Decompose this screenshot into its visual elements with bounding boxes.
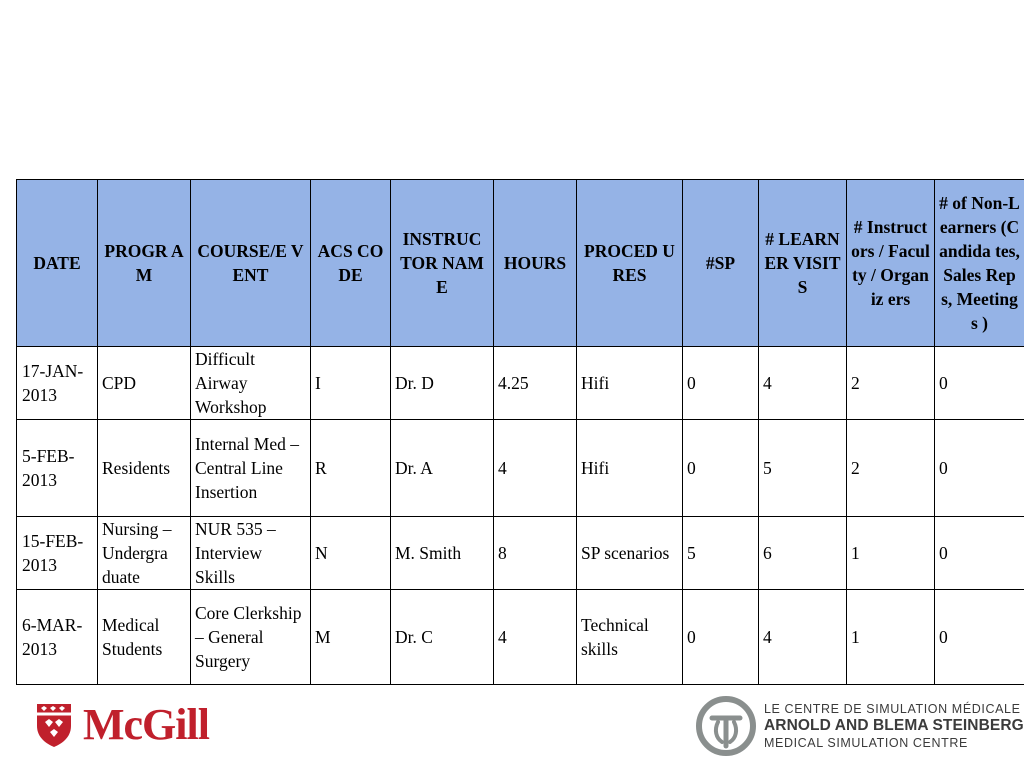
mcgill-wordmark: McGill (83, 700, 209, 749)
cell-sp: 0 (683, 347, 759, 420)
cell-hours: 4.25 (494, 347, 577, 420)
header-hours: HOURS (494, 180, 577, 347)
cell-course-event: NUR 535 – Interview Skills (191, 517, 311, 590)
cell-program: Residents (98, 420, 191, 517)
cell-learner-visits: 4 (759, 590, 847, 685)
footer-logos (0, 690, 1024, 768)
cell-hours: 4 (494, 420, 577, 517)
header-acs-code: ACS CODE (311, 180, 391, 347)
header-course-event: COURSE/E VENT (191, 180, 311, 347)
cell-course-event: Core Clerkship – General Surgery (191, 590, 311, 685)
cell-program: Medical Students (98, 590, 191, 685)
cell-program: CPD (98, 347, 191, 420)
header-date: DATE (17, 180, 98, 347)
cell-non-learners: 0 (935, 590, 1024, 685)
sim-centre-line-1: LE CENTRE DE SIMULATION MÉDICALE (764, 701, 1021, 716)
header-instructor-name: INSTRUC TOR NAME (391, 180, 494, 347)
cell-sp: 0 (683, 420, 759, 517)
mcgill-crest-icon (35, 702, 73, 748)
cell-learner-visits: 6 (759, 517, 847, 590)
cell-acs-code: I (311, 347, 391, 420)
cell-course-event: Internal Med – Central Line Insertion (191, 420, 311, 517)
cell-date: 15-FEB-2013 (17, 517, 98, 590)
header-procedures: PROCED URES (577, 180, 683, 347)
table-row (17, 517, 1024, 590)
cell-hours: 8 (494, 517, 577, 590)
cell-acs-code: R (311, 420, 391, 517)
cell-non-learners: 0 (935, 517, 1024, 590)
header-program: PROGR AM (98, 180, 191, 347)
cell-acs-code: N (311, 517, 391, 590)
cell-non-learners: 0 (935, 347, 1024, 420)
simulation-centre-logo-icon (696, 696, 756, 756)
cell-instructor: Dr. C (391, 590, 494, 685)
cell-date: 6-MAR-2013 (17, 590, 98, 685)
cell-instructor: Dr. D (391, 347, 494, 420)
simulation-centre-name (764, 703, 1024, 750)
sim-centre-line-2: ARNOLD AND BLEMA STEINBERG (764, 717, 1024, 735)
cell-sp: 5 (683, 517, 759, 590)
cell-acs-code: M (311, 590, 391, 685)
cell-program: Nursing – Undergra duate (98, 517, 191, 590)
cell-instructors: 2 (847, 347, 935, 420)
cell-date: 5-FEB-2013 (17, 420, 98, 517)
cell-date: 17-JAN-2013 (17, 347, 98, 420)
schedule-table (16, 179, 1024, 685)
cell-learner-visits: 5 (759, 420, 847, 517)
cell-learner-visits: 4 (759, 347, 847, 420)
header-learner-visits: # LEARN ER VISITS (759, 180, 847, 347)
cell-non-learners: 0 (935, 420, 1024, 517)
table-row (17, 347, 1024, 420)
cell-sp: 0 (683, 590, 759, 685)
cell-instructor: M. Smith (391, 517, 494, 590)
cell-instructor: Dr. A (391, 420, 494, 517)
cell-instructors: 2 (847, 420, 935, 517)
cell-course-event: Difficult Airway Workshop (191, 347, 311, 420)
header-sp-count: #SP (683, 180, 759, 347)
cell-instructors: 1 (847, 590, 935, 685)
header-instructors-faculty: # Instruct ors / Faculty / Organiz ers (847, 180, 935, 347)
cell-procedures: Technical skills (577, 590, 683, 685)
mcgill-logo (35, 700, 209, 750)
table-header-row (17, 180, 1024, 347)
table-row (17, 590, 1024, 685)
cell-hours: 4 (494, 590, 577, 685)
sim-centre-line-3: MEDICAL SIMULATION CENTRE (764, 735, 968, 750)
cell-instructors: 1 (847, 517, 935, 590)
table-row (17, 420, 1024, 517)
simulation-centre-logo (696, 696, 1024, 756)
header-non-learners: # of Non-Learners (Candida tes, Sales Reps, Meetings ) (935, 180, 1024, 347)
cell-procedures: SP scenarios (577, 517, 683, 590)
cell-procedures: Hifi (577, 420, 683, 517)
cell-procedures: Hifi (577, 347, 683, 420)
